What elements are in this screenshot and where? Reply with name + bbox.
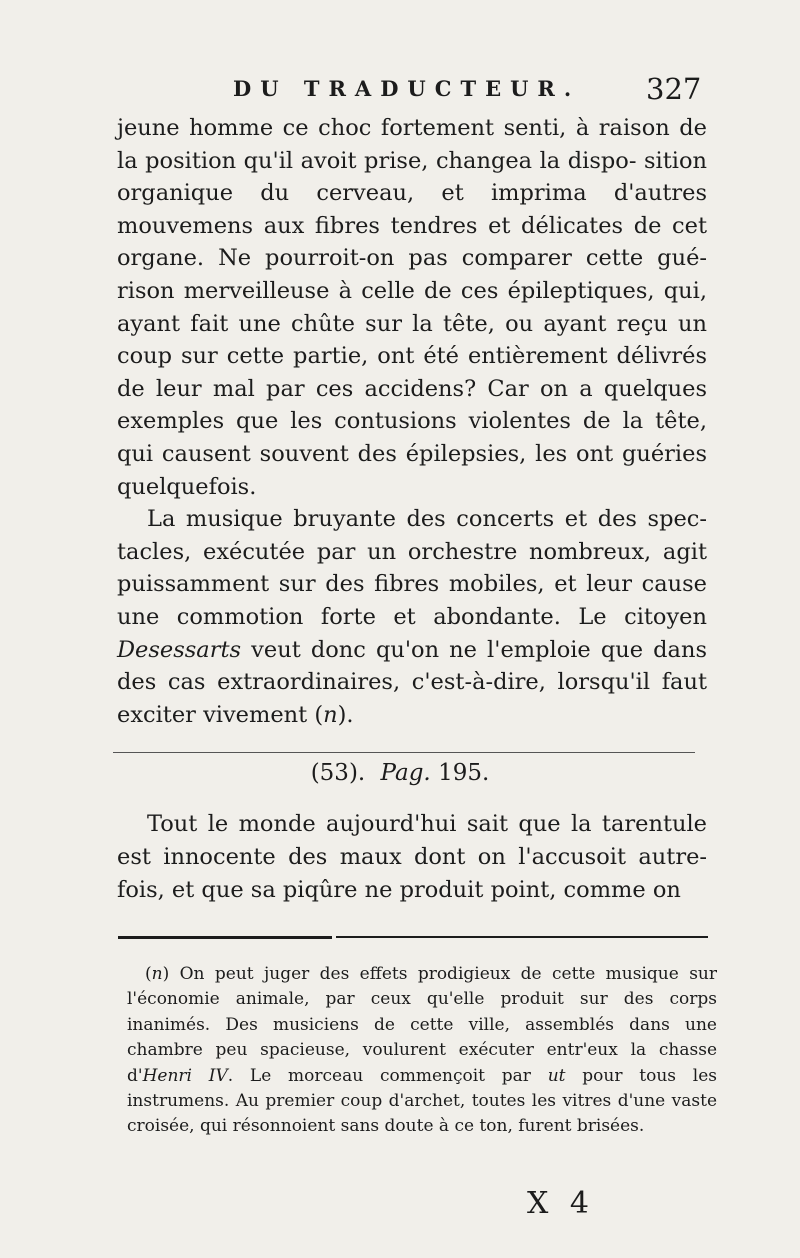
text-line: exciter vivement ( [117, 701, 324, 728]
footnote-marker: n [151, 964, 163, 984]
text-line: rison merveilleuse à celle de ces épileptiques, [117, 277, 655, 304]
section-text [117, 808, 707, 907]
footnote-reference[interactable]: n [323, 701, 338, 728]
footnote-paragraph [127, 962, 717, 1140]
footnote-line: instrumens. Au premier coup d'archet, toutes les vitres [127, 1091, 612, 1112]
footnote-line: pour tous les [565, 1065, 717, 1086]
footnote-rule-left [118, 936, 332, 939]
text-line: délivrés de leur mal par ces accidens? Car on a [117, 343, 707, 402]
main-text [117, 112, 707, 731]
footnote-line: On peut juger des effets prodigieux de cette musique [169, 964, 679, 984]
text-fragment: ). [337, 701, 354, 728]
text-line: jeune homme ce choc fortement senti, à raison [117, 115, 670, 141]
text-line: mouvemens aux fibres tendres et délicates de cet [117, 212, 707, 239]
footnote-line: inanimés. Des musiciens de cette ville, assemblés dans une [127, 1014, 717, 1035]
page-number: 327 [646, 72, 702, 106]
text-line: des cas extraordinaires, c'est-à-dire, lorsqu'il faut [117, 669, 707, 696]
footnote-line: d'une vaste croisée, qui résonnoient sans doute à ce ton, [127, 1091, 718, 1137]
author-name: Desessarts [117, 636, 242, 663]
page-header [0, 72, 800, 112]
text-line: la tête, qui causent souvent des épilepsies, les ont [117, 408, 707, 467]
page-label: Pag. [380, 760, 431, 786]
footnote [127, 962, 717, 1140]
text-line: une commotion forte et abondante. Le citoyen [117, 603, 707, 630]
text-line: fois, et que sa piqûre ne produit point, comme on [117, 877, 681, 903]
footnote-line: sur l'économie animale, par ceux qu'elle produit sur des corps [127, 964, 718, 1010]
page-reference: 195. [438, 760, 490, 786]
footnote-line: d' [127, 1065, 143, 1086]
text-line: organe. Ne pourroit-on pas comparer cette gué- [117, 245, 707, 272]
text-line: tacles, exécutée par un orchestre nombreux, agit [117, 538, 707, 565]
text-line: guéries quelquefois. [117, 440, 707, 500]
paragraph-3 [117, 808, 707, 907]
paragraph-2 [117, 503, 707, 731]
footnote-line: . Le morceau commençoit par [227, 1065, 548, 1086]
footnote-italic: Henri IV [142, 1065, 228, 1086]
text-line: qui, ayant fait une chûte sur la tête, ou ayant [117, 277, 708, 337]
text-line: quelques exemples que les contusions violentes de [117, 375, 707, 435]
text-line: Tout le monde aujourd'hui sait que la tarentule [147, 811, 707, 837]
section-heading [0, 760, 800, 786]
text-line: veut donc qu'on ne l'emploie que dans [241, 636, 707, 663]
text-line: puissamment sur des fibres mobiles, et leur cause [117, 571, 707, 598]
text-line: sition organique du cerveau, et imprima d'autres [117, 147, 707, 207]
footnote-line: chambre peu spacieuse, voulurent exécuter entr'eux la chasse [127, 1040, 717, 1061]
running-title: DU TRADUCTEUR. [233, 76, 581, 101]
text-line: est innocente des maux dont on l'accusoit autre- [117, 844, 707, 870]
footnote-marker-open: ( [145, 964, 152, 984]
footnote-line: furent brisées. [518, 1116, 645, 1137]
signature-mark: X 4 [527, 1186, 595, 1221]
text-line: La musique bruyante des concerts et des spec- [147, 506, 707, 533]
paragraph-1 [117, 112, 707, 503]
footnote-marker-close: ) [162, 964, 170, 984]
text-line: reçu un coup sur cette partie, ont été entièrement [117, 310, 707, 370]
footnote-italic: ut [547, 1065, 566, 1086]
section-divider [113, 752, 695, 753]
text-line: de la position qu'il avoit prise, changea la dispo- [117, 115, 707, 174]
section-number: (53). [310, 760, 366, 786]
footnote-rule-right [336, 936, 708, 938]
